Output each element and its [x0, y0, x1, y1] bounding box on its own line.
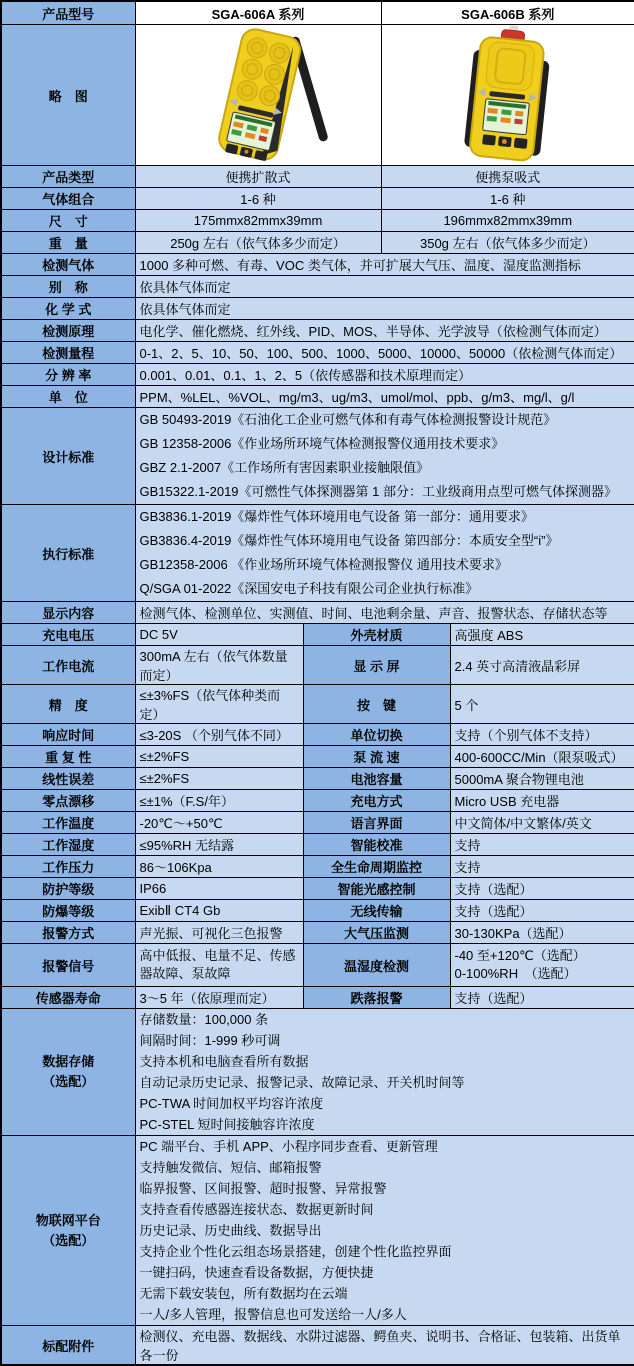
- gas-combo-label: 气体组合: [1, 188, 135, 210]
- exec-standard-label: 执行标准: [1, 505, 135, 602]
- alias-value: 依具体气体而定: [135, 276, 634, 298]
- table-row: [1, 624, 634, 646]
- table-row: [1, 188, 634, 210]
- ex-rating-value: ExibⅡ CT4 Gb: [135, 900, 303, 922]
- language-value: 中文简体/中文繁体/英文: [450, 812, 634, 834]
- feature-line: 自动记录历史记录、报警记录、故障记录、开关机时间等: [140, 1072, 631, 1093]
- alarm-signal-label: 报警信号: [1, 944, 135, 987]
- charge-voltage-value: DC 5V: [135, 624, 303, 646]
- unit-label: 单 位: [1, 386, 135, 408]
- temp-humidity-detect-value: [450, 944, 634, 987]
- table-row: [1, 768, 634, 790]
- alias-label: 别 称: [1, 276, 135, 298]
- linearity-label: 线性误差: [1, 768, 135, 790]
- size-b: 196mmx82mmx39mm: [381, 210, 634, 232]
- buttons-label: 按 键: [303, 685, 450, 724]
- standard-line: GB 50493-2019《石油化工企业可燃气体和有毒气体检测报警设计规范》: [140, 408, 631, 432]
- repeatability-value: ≤±2%FS: [135, 746, 303, 768]
- feature-line: 支持触发微信、短信、邮箱报警: [140, 1157, 631, 1178]
- series-b-title: SGA-606B 系列: [381, 1, 634, 25]
- table-row: [1, 276, 634, 298]
- zero-drift-value: ≤±1%（F.S/年）: [135, 790, 303, 812]
- response-time-value: ≤3-20S （个别气体不同）: [135, 724, 303, 746]
- table-row: [1, 790, 634, 812]
- table-row: [1, 210, 634, 232]
- accessories-value: 检测仪、充电器、数据线、水阱过滤器、鳄鱼夹、说明书、合格证、包装箱、出货单各一份: [135, 1326, 634, 1366]
- product-type-b: 便携泵吸式: [381, 166, 634, 188]
- feature-line: 临界报警、区间报警、超时报警、异常报警: [140, 1178, 631, 1199]
- charge-method-value: Micro USB 充电器: [450, 790, 634, 812]
- work-humidity-value: ≤95%RH 无结露: [135, 834, 303, 856]
- table-row: [1, 408, 634, 505]
- feature-line: PC-STEL 短时间接触容许浓度: [140, 1114, 631, 1135]
- device-a-image: [136, 25, 381, 165]
- drop-alarm-label: 跌落报警: [303, 987, 450, 1009]
- feature-line: 支持查看传感器连接状态、数据更新时间: [140, 1199, 631, 1220]
- table-row: [1, 987, 634, 1009]
- feature-line: 支持企业个性化云组态场景搭建，创建个性化监控界面: [140, 1241, 631, 1262]
- feature-line: 一键扫码，快速查看设备数据，方便快捷: [140, 1262, 631, 1283]
- standard-line: GB3836.4-2019《爆炸性气体环境用电气设备 第四部分：本质安全型“i”》: [140, 529, 631, 553]
- unit-switch-label: 单位切换: [303, 724, 450, 746]
- iot-platform-value: [135, 1136, 634, 1326]
- standard-line: GB15322.1-2019《可燃性气体探测器第 1 部分：工业级商用点型可燃气体探测器》: [140, 480, 631, 504]
- resolution-value: 0.001、0.01、0.1、1、2、5（依传感器和技术原理而定）: [135, 364, 634, 386]
- light-sensor-label: 智能光感控制: [303, 878, 450, 900]
- sensor-life-value: 3～5 年（依原理而定）: [135, 987, 303, 1009]
- table-row: [1, 254, 634, 276]
- lifecycle-monitor-label: 全生命周期监控: [303, 856, 450, 878]
- ex-rating-label: 防爆等级: [1, 900, 135, 922]
- table-row: [1, 1009, 634, 1136]
- work-pressure-label: 工作压力: [1, 856, 135, 878]
- design-standard-label: 设计标准: [1, 408, 135, 505]
- table-row: [1, 944, 634, 987]
- table-row: [1, 386, 634, 408]
- response-time-label: 响应时间: [1, 724, 135, 746]
- feature-line: PC 端平台、手机 APP、小程序同步查看、更新管理: [140, 1136, 631, 1157]
- table-row: [1, 746, 634, 768]
- standard-line: GB3836.1-2019《爆炸性气体环境用电气设备 第一部分：通用要求》: [140, 505, 631, 529]
- feature-line: 支持本机和电脑查看所有数据: [140, 1051, 631, 1072]
- design-standard-value: [135, 408, 634, 505]
- ip-rating-label: 防护等级: [1, 878, 135, 900]
- sketch-label: 略 图: [1, 25, 135, 166]
- charge-voltage-label: 充电电压: [1, 624, 135, 646]
- smart-calibration-label: 智能校准: [303, 834, 450, 856]
- device-b-illustration: [382, 25, 634, 165]
- display-content-label: 显示内容: [1, 602, 135, 624]
- buttons-value: 5 个: [450, 685, 634, 724]
- table-row: [1, 298, 634, 320]
- zero-drift-label: 零点漂移: [1, 790, 135, 812]
- lifecycle-monitor-value: 支持: [450, 856, 634, 878]
- table-row: [1, 685, 634, 724]
- product-type-a: 便携扩散式: [135, 166, 381, 188]
- table-row: [1, 812, 634, 834]
- charge-method-label: 充电方式: [303, 790, 450, 812]
- table-row: [1, 724, 634, 746]
- display-screen-label: 显 示 屏: [303, 646, 450, 685]
- ip-rating-value: IP66: [135, 878, 303, 900]
- table-row: [1, 25, 634, 166]
- pump-flow-label: 泵 流 速: [303, 746, 450, 768]
- wireless-value: 支持（选配）: [450, 900, 634, 922]
- feature-line: 存储数量：100,000 条: [140, 1009, 631, 1030]
- repeatability-label: 重 复 性: [1, 746, 135, 768]
- series-a-title: SGA-606A 系列: [135, 1, 381, 25]
- precision-label: 精 度: [1, 685, 135, 724]
- light-sensor-value: 支持（选配）: [450, 878, 634, 900]
- wireless-label: 无线传输: [303, 900, 450, 922]
- table-row: [1, 320, 634, 342]
- work-current-label: 工作电流: [1, 646, 135, 685]
- shell-material-label: 外壳材质: [303, 624, 450, 646]
- device-a-illustration: [136, 25, 381, 165]
- unit-switch-value: 支持（个别气体不支持）: [450, 724, 634, 746]
- accessories-label: 标配附件: [1, 1326, 135, 1366]
- table-row: [1, 834, 634, 856]
- table-row: [1, 900, 634, 922]
- feature-line: PC-TWA 时间加权平均容许浓度: [140, 1093, 631, 1114]
- product-type-label: 产品类型: [1, 166, 135, 188]
- table-row: [1, 166, 634, 188]
- principle-label: 检测原理: [1, 320, 135, 342]
- pressure-monitor-label: 大气压监测: [303, 922, 450, 944]
- standard-line: GBZ 2.1-2007《工作场所有害因素职业接触限值》: [140, 456, 631, 480]
- weight-b: 350g 左右（依气体多少而定）: [381, 232, 634, 254]
- alarm-signal-value: 高中低报、电量不足、传感器故障、泵故障: [135, 944, 303, 987]
- precision-value: ≤±3%FS（依气体种类而定）: [135, 685, 303, 724]
- drop-alarm-value: 支持（选配）: [450, 987, 634, 1009]
- table-row: [1, 878, 634, 900]
- table-row: [1, 342, 634, 364]
- principle-value: 电化学、催化燃烧、红外线、PID、MOS、半导体、光学波导（依检测气体而定）: [135, 320, 634, 342]
- sensor-life-label: 传感器寿命: [1, 987, 135, 1009]
- work-pressure-value: 86～106Kpa: [135, 856, 303, 878]
- table-row: [1, 1, 634, 25]
- work-current-value: 300mA 左右（依气体数量而定）: [135, 646, 303, 685]
- language-label: 语言界面: [303, 812, 450, 834]
- work-temp-value: -20℃～+50℃: [135, 812, 303, 834]
- alarm-mode-label: 报警方式: [1, 922, 135, 944]
- table-row: [1, 922, 634, 944]
- smart-calibration-value: 支持: [450, 834, 634, 856]
- product-model-label: 产品型号: [1, 1, 135, 25]
- value-line: -40 至+120℃（选配）: [455, 947, 631, 965]
- display-content-value: 检测气体、检测单位、实测值、时间、电池剩余量、声音、报警状态、存储状态等: [135, 602, 634, 624]
- pump-flow-value: 400-600CC/Min（限泵吸式）: [450, 746, 634, 768]
- alarm-mode-value: 声光振、可视化三色报警: [135, 922, 303, 944]
- feature-line: 间隔时间：1-999 秒可调: [140, 1030, 631, 1051]
- battery-capacity-value: 5000mA 聚合物锂电池: [450, 768, 634, 790]
- feature-line: 历史记录、历史曲线、数据导出: [140, 1220, 631, 1241]
- table-row: [1, 232, 634, 254]
- resolution-label: 分 辨 率: [1, 364, 135, 386]
- table-row: [1, 602, 634, 624]
- table-row: [1, 1136, 634, 1326]
- standard-line: GB12358-2006 《作业场所环境气体检测报警仪 通用技术要求》: [140, 553, 631, 577]
- range-value: 0-1、2、5、10、50、100、500、1000、5000、10000、50000（依检测气体而定）: [135, 342, 634, 364]
- shell-material-value: 高强度 ABS: [450, 624, 634, 646]
- linearity-value: ≤±2%FS: [135, 768, 303, 790]
- weight-label: 重 量: [1, 232, 135, 254]
- weight-a: 250g 左右（依气体多少而定）: [135, 232, 381, 254]
- work-temp-label: 工作温度: [1, 812, 135, 834]
- work-humidity-label: 工作湿度: [1, 834, 135, 856]
- data-storage-value: [135, 1009, 634, 1136]
- gas-combo-a: 1-6 种: [135, 188, 381, 210]
- size-label: 尺 寸: [1, 210, 135, 232]
- formula-value: 依具体气体而定: [135, 298, 634, 320]
- table-row: [1, 505, 634, 602]
- gas-combo-b: 1-6 种: [381, 188, 634, 210]
- device-b-image: [382, 25, 634, 165]
- exec-standard-value: [135, 505, 634, 602]
- battery-capacity-label: 电池容量: [303, 768, 450, 790]
- pressure-monitor-value: 30-130KPa（选配）: [450, 922, 634, 944]
- table-row: [1, 646, 634, 685]
- unit-value: PPM、%LEL、%VOL、mg/m3、ug/m3、umol/mol、ppb、g/m3、mg/l、g/l: [135, 386, 634, 408]
- table-row: [1, 856, 634, 878]
- standard-line: Q/SGA 01-2022《深国安电子科技有限公司企业执行标准》: [140, 577, 631, 601]
- range-label: 检测量程: [1, 342, 135, 364]
- formula-label: 化 学 式: [1, 298, 135, 320]
- iot-platform-label: 物联网平台 （选配）: [1, 1136, 135, 1326]
- feature-line: 无需下载安装包，所有数据均在云端: [140, 1283, 631, 1304]
- table-row: [1, 1326, 634, 1366]
- size-a: 175mmx82mmx39mm: [135, 210, 381, 232]
- value-line: 0-100%RH （选配）: [455, 965, 631, 983]
- table-row: [1, 364, 634, 386]
- display-screen-value: 2.4 英寸高清液晶彩屏: [450, 646, 634, 685]
- temp-humidity-detect-label: 温湿度检测: [303, 944, 450, 987]
- standard-line: GB 12358-2006《作业场所环境气体检测报警仪通用技术要求》: [140, 432, 631, 456]
- detect-gas-value: 1000 多种可燃、有毒、VOC 类气体，并可扩展大气压、温度、湿度监测指标: [135, 254, 634, 276]
- feature-line: 一人/多人管理，报警信息也可发送给一人/多人: [140, 1304, 631, 1325]
- data-storage-label: 数据存储 （选配）: [1, 1009, 135, 1136]
- detect-gas-label: 检测气体: [1, 254, 135, 276]
